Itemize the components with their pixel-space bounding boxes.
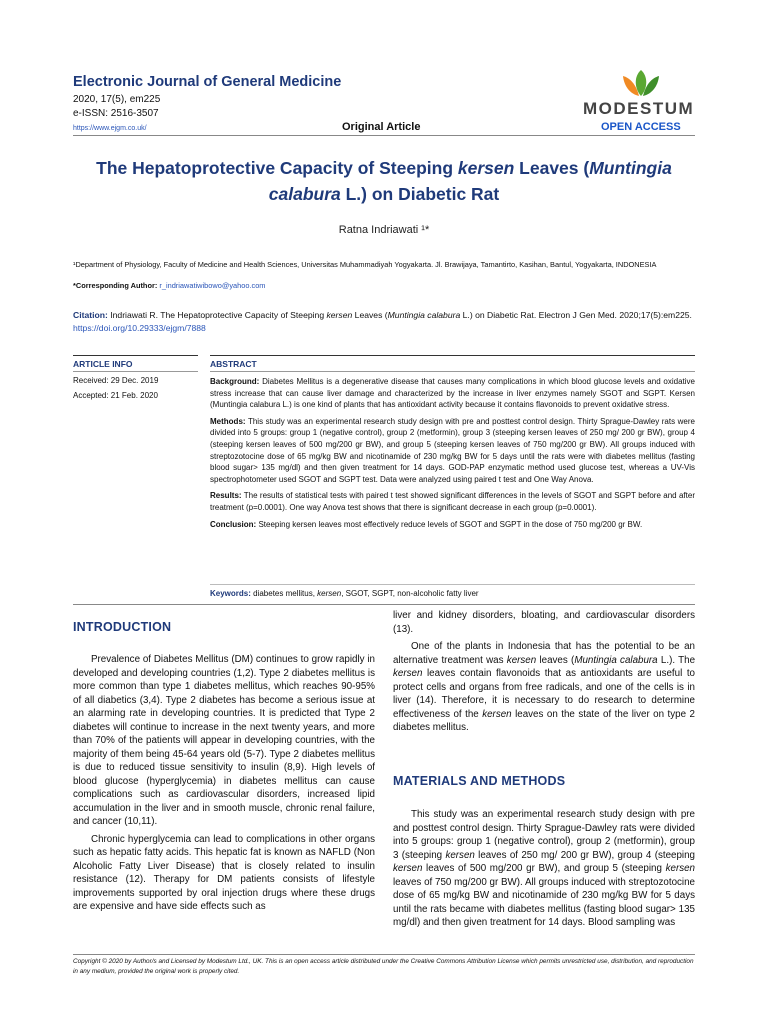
accepted-date: Accepted: 21 Feb. 2020 [73,391,158,400]
abstract-methods: Methods: This study was an experimental research study design with pre and posttest control design. Thirty Sprague-Dawley rats were divided into 5 groups: group 1 (negative control), group 2 (metformin), group 3 (steeping kersen leaves of 250 mg/ 200 gr BW), group 4 (steeping kersen leaves of 500 mg/200 gr BW), and group 5 (steeping kersen leaves of 750 mg/200 gr BW). All groups induced with streptozotocine dose of 65 mg/kg BW and nicotinamide of 230 mg/kg BW for 5 days until the rats were with diabetes mellitus (fasting blood sugar> 135 mg/dl) and then given treatment for 14 days. GOD-PAP enzymatic method used glucose test, whereas a UV-Vis spectrophotometer used SGOT and SGPT test. Data were analyzed using paired t test and One Way Anova. [210,416,695,484]
methods-paragraph-1: This study was an experimental research study design with pre and posttest control design. Thirty Sprague-Dawley rats were divided into 5 groups: group 1 (negative control), group 2 (metformin), group 3 (steeping kersen leaves of 250 mg/ 200 gr BW), group 4 (steeping kersen leaves of 500 mg/200 gr BW), and group 5 (steeping kersen leaves of 750 mg/200 gr BW). All groups induced with streptozotocine dose of 65 mg/kg BW and nicotinamide of 230 mg/kg BW for 5 days until the rats became with diabetes mellitus (fasting blood sugar> 135 mg/dl) and then given treatment for 14 days. Blood sampling was [393,809,696,928]
methods-column [393,808,695,930]
intro-paragraph-4: One of the plants in Indonesia that has the potential to be an alternative treatment was kersen leaves (Muntingia calabura L.). The kersen leaves contain flavonoids that as antioxidants are useful to protect cells and organs from free radicals, and one of the cells is in liver (14). Therefore, it is necessary to do research to determine effectiveness of the kersen leaves on the state of the liver on type 2 diabetes mellitus. [393,641,696,733]
paper-title: The Hepatoprotective Capacity of Steeping kersen Leaves (Muntingia calabura L.) on Diabetic Rat [96,158,672,204]
citation: Citation: Indriawati R. The Hepatoprotective Capacity of Steeping kersen Leaves (Muntingia calabura L.) on Diabetic Rat. Electron J Gen Med. 2020;17(5):em225. https://doi.org/10.29333/ejgm/7888 [73,310,692,333]
publisher-logo-icon [620,68,662,98]
abstract-results: Results: The results of statistical tests with paired t test showed significant differences in the levels of SGOT and SGPT before and after treatment (p=0.0001). One way Anova test shows that there is significant decrease in each group (p=0.0001). [210,491,695,512]
abstract-background: Background: Diabetes Mellitus is a degenerative disease that causes many complications in which blood glucose levels and oxidative stress increase that can cause liver damage and characterized by the increase in liver enzymes namely SGOT and SGPT. Kersen (Muntingia calabura L.) is one kind of plants that has antioxidant activity because it contains flavonoids to prevent oxidative stress. [210,377,695,410]
keywords: Keywords: diabetes mellitus, kersen, SGOT, SGPT, non-alcoholic fatty liver [210,589,479,598]
volume-line: 2020, 17(5), em225 [73,94,161,105]
intro-paragraph-2: Chronic hyperglycemia can lead to complications in other organs such as hepatic fatty acids. This hepatic fat is known as NAFLD (Non Alcoholic Fatty Liver Disease) that is closely related to insulin resistance (12). Therapy for DM patients consists of lifestyle improvements supported by oral injection drugs where these drugs are expensive and have side effects such as [73,833,375,912]
abstract-body [210,376,695,535]
open-access-badge: OPEN ACCESS [601,121,681,133]
abstract-label: ABSTRACT [210,359,257,369]
affiliation: ¹Department of Physiology, Faculty of Medicine and Health Sciences, Universitas Muhammadiyah Yogyakarta. Jl. Brawijaya, Tamantirto, Kasihan, Bantul, Yogyakarta, INDONESIA [73,260,657,269]
journal-title: Electronic Journal of General Medicine [73,74,342,90]
author-name: Ratna Indriawati ¹* [338,224,430,236]
header-divider [73,135,695,136]
copyright-notice: Copyright © 2020 by Author/s and Licensed by Modestum Ltd., UK. This is an open access article distributed under the Creative Commons Attribution License which permits unrestricted use, distribution, and reproduction in any medium, provided the original work is properly cited. [73,958,694,975]
article-type: Original Article [342,121,421,133]
methods-heading: MATERIALS AND METHODS [393,774,566,788]
article-info-sub-rule [73,371,198,372]
publisher-name: MODESTUM [583,99,695,118]
abstract-sub-rule [210,371,695,372]
issn: e-ISSN: 2516-3507 [73,108,159,119]
abstract-conclusion: Conclusion: Steeping kersen leaves most effectively reduce levels of SGOT and SGPT in the dose of 750 mg/200 gr BW. [210,519,643,529]
article-info-top-rule [73,355,198,356]
keywords-rule [210,584,695,585]
received-date: Received: 29 Dec. 2019 [73,376,159,385]
corresponding-author: *Corresponding Author: r_indriawatiwibowo@yahoo.com [73,281,266,290]
email-link[interactable]: r_indriawatiwibowo@yahoo.com [159,281,266,290]
journal-url-link[interactable]: https://www.ejgm.co.uk/ [73,125,147,132]
intro-paragraph-1: Prevalence of Diabetes Mellitus (DM) continues to grow rapidly in developed and developing countries (1,2). Type 2 diabetes mellitus is more common than type 1 diabetes mellitus, which reaches 90-95% of all diabetics (3,4). Type 2 diabetes has become a serious issue at an alarming rate in developing countries. It is predicted that Type 2 diabetes will continue to increase in the next twenty years, and more than 70% of the patients will appear in developing countries, with the majority of them being 45-64 years old (5-7). Type 2 diabetes mellitus is due to reduced tissue sensitivity to insulin (8,9). High levels of blood glucose (hyperglycemia) in diabetes mellitus can cause complications such as cardiovascular disorders, increased lipid accumulation in the liver and in smooth muscle, chronic renal failure, and cancer (10,11). [73,654,375,827]
article-info-label: ARTICLE INFO [73,359,133,369]
introduction-heading: INTRODUCTION [73,620,172,634]
introduction-right-column [393,609,695,735]
introduction-left-column [73,653,375,914]
doi-link[interactable]: https://doi.org/10.29333/ejgm/7888 [73,323,206,333]
intro-paragraph-3: liver and kidney disorders, bloating, and cardiovascular disorders (13). [393,610,695,635]
abstract-top-rule [210,355,695,356]
abstract-bottom-divider [73,604,695,605]
footer-divider [73,954,695,955]
